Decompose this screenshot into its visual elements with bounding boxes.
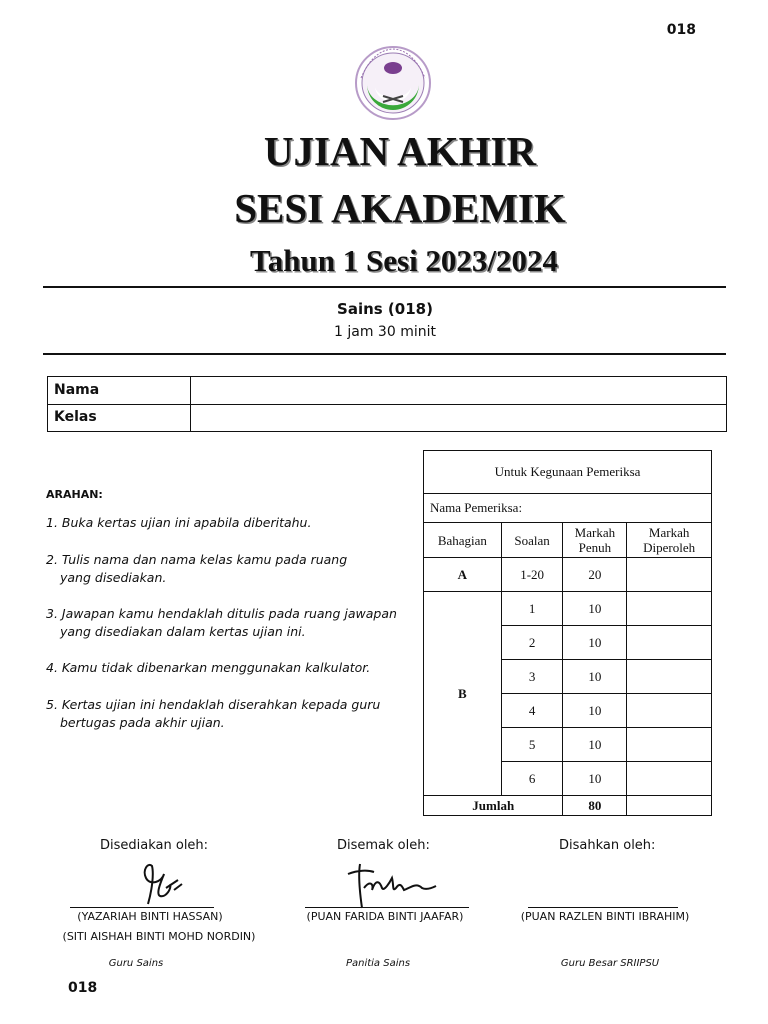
section-b-obtained[interactable]	[627, 592, 712, 626]
section-b-question: 6	[501, 762, 563, 796]
signature-line-approved	[528, 907, 678, 908]
class-row	[48, 404, 726, 431]
name-row	[48, 377, 726, 405]
examiner-table-title: Untuk Kegunaan Pemeriksa	[424, 451, 712, 494]
instruction-text-cont: yang disediakan dalam kertas ujian ini.	[60, 624, 306, 639]
instruction-text: 4. Kamu tidak dibenarkan menggunakan kalkulator.	[46, 660, 371, 675]
signature-checked	[340, 858, 440, 910]
checked-by-heading: Disemak oleh:	[337, 838, 430, 853]
section-b-obtained[interactable]	[627, 762, 712, 796]
col-header-full-line1: Markah	[574, 525, 616, 540]
instruction-item	[46, 659, 406, 677]
section-b-full: 10	[563, 762, 627, 796]
section-b-obtained[interactable]	[627, 694, 712, 728]
col-header-obtained-marks	[627, 523, 712, 558]
col-header-obtained-line1: Markah	[648, 525, 690, 540]
exam-title-line2: SESI AKADEMIK	[234, 185, 566, 231]
total-value: 80	[563, 796, 627, 816]
col-header-full-line2: Penuh	[578, 540, 612, 555]
checked-name: (PUAN FARIDA BINTI JAAFAR)	[306, 910, 464, 923]
section-b-full: 10	[563, 626, 627, 660]
section-b-full: 10	[563, 694, 627, 728]
identity-divider	[190, 377, 191, 431]
section-b-question: 1	[501, 592, 563, 626]
prepared-name-2: (SITI AISHAH BINTI MOHD NORDIN)	[62, 930, 256, 943]
section-a-obtained[interactable]	[627, 558, 712, 592]
header-rule-bottom	[43, 353, 726, 355]
section-b-label: B	[424, 592, 502, 796]
col-header-obtained-line2: Diperoleh	[643, 540, 696, 555]
exam-title-line3: Tahun 1 Sesi 2023/2024	[249, 243, 559, 278]
prepared-by-heading: Disediakan oleh:	[100, 838, 209, 853]
section-a-question: 1-20	[501, 558, 563, 592]
col-header-section: Bahagian	[424, 523, 502, 558]
prepared-role: Guru Sains	[108, 958, 164, 969]
section-a-full: 20	[563, 558, 627, 592]
class-field[interactable]	[192, 404, 726, 431]
page-code-top: 018	[666, 22, 696, 38]
prepared-name-1: (YAZARIAH BINTI HASSAN)	[77, 910, 223, 923]
exam-title-line1: UJIAN AKHIR	[263, 128, 537, 174]
class-label: Kelas	[54, 409, 97, 425]
total-row	[424, 796, 712, 816]
approved-name: (PUAN RAZLEN BINTI IBRAHIM)	[520, 910, 690, 923]
examiner-table	[423, 450, 712, 816]
table-row	[424, 592, 712, 626]
instruction-text-cont: bertugas pada akhir ujian.	[60, 715, 225, 730]
section-b-full: 10	[563, 728, 627, 762]
approved-role: Guru Besar SRIIPSU	[560, 958, 660, 969]
page-code-bottom: 018	[68, 980, 98, 996]
instruction-text: 5. Kertas ujian ini hendaklah diserahkan kepada guru	[46, 697, 381, 712]
duration-label: 1 jam 30 minit	[334, 324, 436, 340]
school-logo	[353, 44, 433, 122]
student-identity-box	[47, 376, 727, 432]
section-b-full: 10	[563, 592, 627, 626]
instruction-text-cont: yang disediakan.	[60, 570, 167, 585]
instruction-text: 1. Buka kertas ujian ini apabila diberitahu.	[46, 515, 312, 530]
section-b-question: 5	[501, 728, 563, 762]
instruction-item	[46, 514, 406, 532]
checked-role: Panitia Sains	[345, 958, 411, 969]
subject-label: Sains (018)	[337, 300, 433, 318]
instruction-item	[46, 551, 406, 587]
instruction-text: 3. Jawapan kamu hendaklah ditulis pada ruang jawapan	[46, 606, 397, 621]
section-b-obtained[interactable]	[627, 660, 712, 694]
total-label: Jumlah	[424, 796, 563, 816]
col-header-question: Soalan	[501, 523, 563, 558]
signature-line-checked	[305, 907, 469, 908]
section-b-question: 2	[501, 626, 563, 660]
instructions-heading: ARAHAN:	[46, 488, 103, 501]
table-row	[424, 558, 712, 592]
section-b-obtained[interactable]	[627, 626, 712, 660]
section-b-full: 10	[563, 660, 627, 694]
section-a-label: A	[424, 558, 502, 592]
col-header-full-marks	[563, 523, 627, 558]
section-b-question: 3	[501, 660, 563, 694]
section-b-question: 4	[501, 694, 563, 728]
name-label: Nama	[54, 382, 100, 398]
examiner-name-cell[interactable]: Nama Pemeriksa:	[424, 494, 712, 523]
signature-line-prepared	[70, 907, 214, 908]
instruction-item	[46, 696, 406, 732]
instruction-item	[46, 605, 406, 641]
section-b-obtained[interactable]	[627, 728, 712, 762]
instruction-text: 2. Tulis nama dan nama kelas kamu pada ruang	[46, 552, 348, 567]
approved-by-heading: Disahkan oleh:	[559, 838, 656, 853]
name-field[interactable]	[192, 377, 726, 404]
signature-prepared	[130, 860, 190, 910]
total-obtained[interactable]	[627, 796, 712, 816]
header-rule-top	[43, 286, 726, 288]
